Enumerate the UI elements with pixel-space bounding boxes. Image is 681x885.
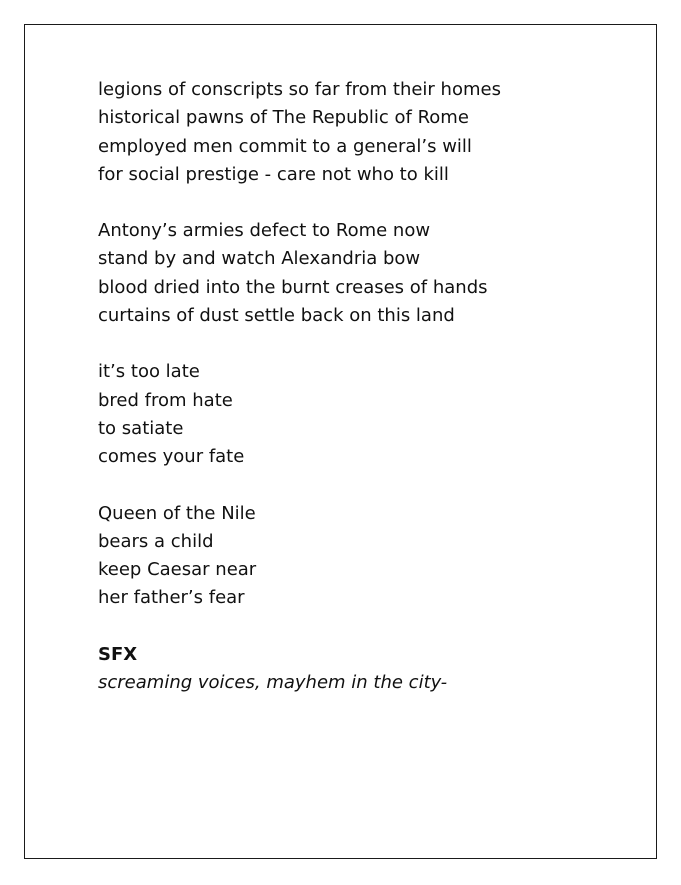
poem-line: Queen of the Nile (98, 502, 256, 524)
poem-line: for social prestige - care not who to kill (98, 163, 449, 185)
poem-line: blood dried into the burnt creases of hands (98, 276, 488, 298)
poem-line: bred from hate (98, 389, 233, 411)
poem-line: stand by and watch Alexandria bow (98, 248, 421, 270)
poem-line: to satiate (98, 417, 184, 439)
poem-line: historical pawns of The Republic of Rome (98, 107, 469, 129)
poem-line: her father’s fear (98, 587, 245, 609)
sfx-description: screaming voices, mayhem in the city- (98, 672, 448, 694)
poem-line: comes your fate (98, 446, 245, 468)
poem-body (98, 76, 638, 725)
poem-line: keep Caesar near (98, 559, 257, 581)
sfx-label: SFX (98, 643, 138, 665)
sfx-block (98, 641, 638, 698)
stanza-4 (98, 500, 638, 613)
poem-line: employed men commit to a general’s will (98, 135, 472, 157)
poem-line: legions of conscripts so far from their homes (98, 79, 501, 100)
stanza-3 (98, 358, 638, 471)
poem-line: curtains of dust settle back on this land (98, 305, 455, 327)
poem-line: it’s too late (98, 361, 200, 383)
poem-line: Antony’s armies defect to Rome now (98, 220, 431, 242)
stanza-2 (98, 217, 638, 330)
poem-line: bears a child (98, 530, 214, 552)
stanza-1 (98, 76, 638, 189)
